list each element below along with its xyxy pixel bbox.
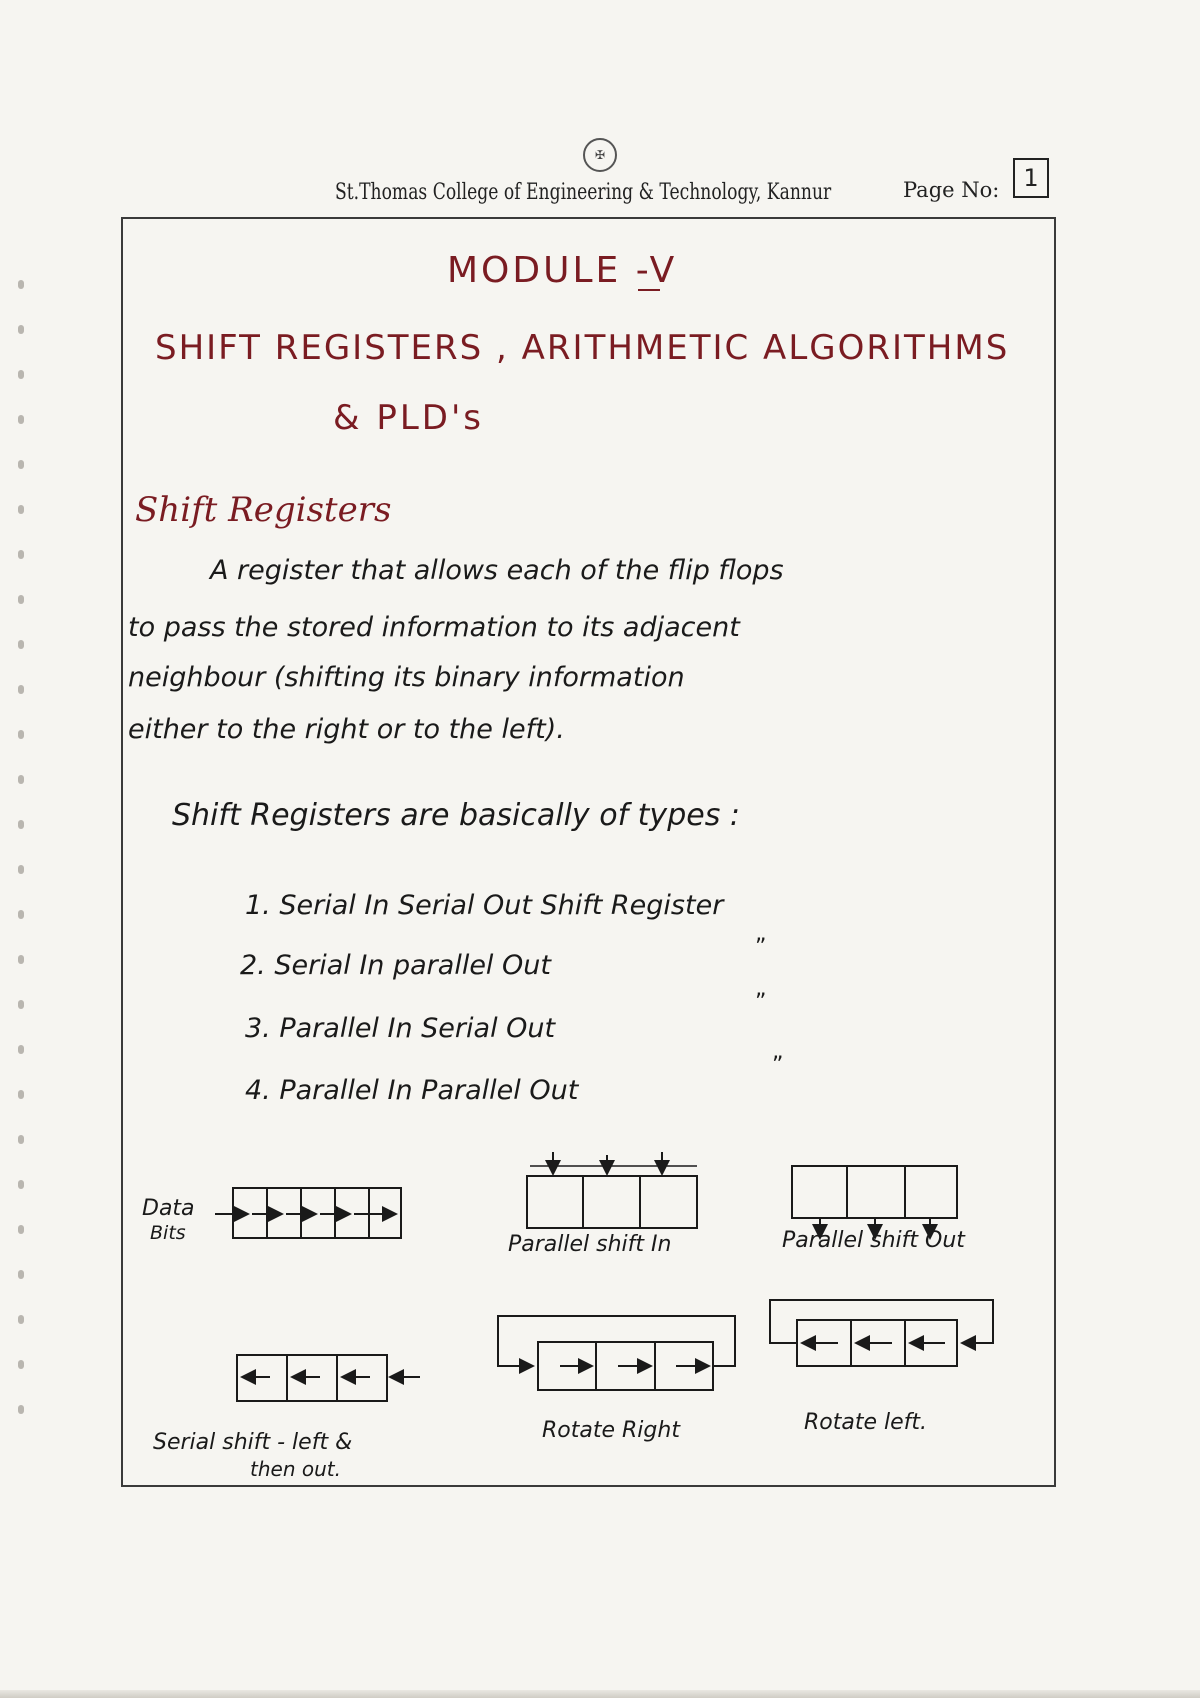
paragraph-line-3: neighbour (shifting its binary information xyxy=(128,662,685,693)
type-item-1: 1. Serial In Serial Out Shift Register xyxy=(245,890,724,921)
ditto-mark-3: ” xyxy=(755,990,767,1015)
types-intro: Shift Registers are basically of types : xyxy=(172,798,740,833)
college-crest-icon: ✠ xyxy=(583,138,617,172)
parallel-shift-in-diagram xyxy=(527,1152,697,1228)
rotate-right-label: Rotate Right xyxy=(542,1418,680,1443)
module-title: MODULE -V xyxy=(447,250,678,291)
data-bits-label-1: Data xyxy=(142,1196,195,1221)
serial-shift-left-diagram xyxy=(237,1355,420,1401)
parallel-shift-out-label: Parallel shift Out xyxy=(782,1228,965,1253)
ditto-mark-2: ” xyxy=(755,935,767,960)
type-item-3: 3. Parallel In Serial Out xyxy=(245,1013,556,1044)
type-item-2: 2. Serial In parallel Out xyxy=(240,950,551,981)
parallel-shift-in-label: Parallel shift In xyxy=(508,1232,672,1257)
serial-in-register-diagram xyxy=(215,1188,401,1238)
ditto-mark-4: ” xyxy=(772,1053,784,1078)
type-item-4: 4. Parallel In Parallel Out xyxy=(245,1075,579,1106)
module-heading-line2: & PLD's xyxy=(333,398,485,438)
paragraph-line-4: either to the right or to the left). xyxy=(128,714,565,745)
rotate-left-label: Rotate left. xyxy=(804,1410,928,1435)
rotate-right-diagram xyxy=(498,1316,735,1390)
serial-shift-left-label-1: Serial shift - left & xyxy=(153,1430,353,1455)
section-title: Shift Registers xyxy=(135,490,392,530)
page-number-label: Page No: xyxy=(903,178,1000,202)
module-heading-line1: SHIFT REGISTERS , ARITHMETIC ALGORITHMS xyxy=(155,328,1010,368)
data-bits-label-2: Bits xyxy=(150,1222,186,1244)
paragraph-line-1: A register that allows each of the flip flops xyxy=(210,555,784,586)
rotate-left-diagram xyxy=(770,1300,993,1366)
serial-shift-left-label-2: then out. xyxy=(250,1457,341,1481)
page-number: 1 xyxy=(1013,158,1049,198)
college-name: St.Thomas College of Engineering & Technology, Kannur xyxy=(335,180,832,205)
paragraph-line-2: to pass the stored information to its adjacent xyxy=(128,612,740,643)
page-bottom-edge xyxy=(0,1690,1200,1698)
